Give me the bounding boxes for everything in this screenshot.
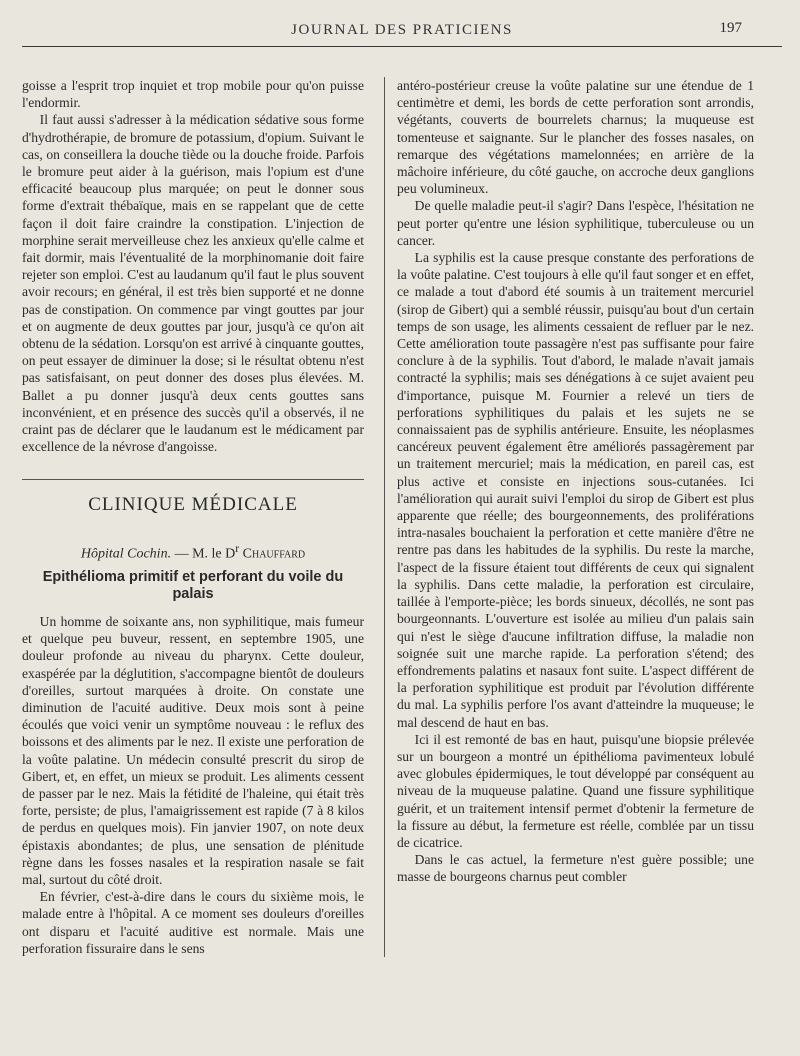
paragraph: Un homme de soixante ans, non syphilitique, mais fumeur et quelque peu buveur, ressent, en septembre 1905, une douleur profonde au niveau du pharynx. Cette douleur, exaspérée par la déglutition, s'accompagne bientôt de douleurs d'oreilles, surtout marquées à droite. On constate une diminution de l'acuité auditive. Deux mois sont à peine écoulés que voici venir un symptôme nouveau : le reflux des boissons et des aliments par le nez. Il existe une perforation de la voûte palatine. Un médecin consulté prescrit du sirop de Gibert, et, en effet, un mieux se produit. Les aliments cessent de passer par le nez. Mais la fétidité de l'haleine, qui était très forte, persiste; de plus, l'amaigrissement est rapide (7 à 8 kilos de perdus en quelques mois). Fin janvier 1907, on note deux épistaxis abondantes; de plus, une sensation de plénitude règne dans les fosses nasales et la respiration nasale se fait mal, surtout du côté droit.: [22, 613, 364, 887]
paragraph: De quelle maladie peut-il s'agir? Dans l'espèce, l'hésitation ne peut porter qu'entre une lésion syphilitique, tuberculeuse ou un cancer.: [397, 198, 754, 248]
doctor-abbrev-sup: r: [235, 541, 240, 555]
running-title: JOURNAL DES PRATICIENS: [291, 22, 513, 38]
paragraph: Il faut aussi s'adresser à la médication sédative sous forme d'hydrothérapie, de bromure de potassium, d'opium. Suivant le cas, on conseillera la douche tiède ou la douche froide. Parfois le bromure peut aider à la guérison, mais l'opium est d'une efficacité beaucoup plus marquée; on peut le donner sous forme d'extrait thébaïque, mais en se rappelant que de cette façon il doit faire craindre la constipation. L'injection de morphine serait merveilleuse chez les anxieux qu'elle calme et fait dormir, mais l'éventualité de la morphinomanie doit faire rejeter son emploi. C'est au laudanum qu'il faut le plus souvent avoir recours; en général, il est très bien supporté et ne donne pas de constipation. On commence par vingt gouttes par jour et on augmente de deux gouttes par jour, jusqu'à ce qu'on ait obtenu de la sédation. Lorsqu'on est arrivé à cinquante gouttes, on peut essayer de diminuer la dose; si le résultat obtenu n'est pas satisfaisant, on peut donner des doses plus élevées. M. Ballet a pu donner jusqu'à deux cents gouttes sans inconvénient, et en présence des succès qu'il a observés, il ne craint pas de déclarer que le laudanum est le médicament par excellence de la névrose d'angoisse.: [22, 112, 364, 455]
paragraph: Dans le cas actuel, la fermeture n'est guère possible; une masse de bourgeons charnus peut combler: [397, 852, 754, 885]
hospital-separator: — M. le D: [171, 546, 236, 562]
paragraph: Ici il est remonté de bas en haut, puisqu'une biopsie prélevée sur un bourgeon a montré un épithélioma pavimenteux lobulé avec globules épidermiques, le tout développé par conséquent au niveau de la muqueuse palatine. Quand une fissure syphilitique guérit, et un traitement intensif permet d'obtenir la fermeture de la fissure au début, la fermeture est réelle, comblée par un tissu de cicatrice.: [397, 731, 754, 850]
doctor-name: Chauffard: [239, 546, 306, 562]
section-title: CLINIQUE MÉDICALE: [22, 479, 364, 513]
paragraph: La syphilis est la cause presque constante des perforations de la voûte palatine. C'est toujours à elle qu'il faut songer et en effet, ce malade a tout d'abord été soumis à un traitement mercuriel (sirop de Gibert) qui a semblé réussir, puisqu'au bout d'un certain temps de son usage, les aliments cessaient de refluer par le nez. Cette amélioration toute passagère n'est pas suffisante pour faire conclure à de la syphilis. Tout d'abord, le malade n'avait jamais contracté la syphilis; mais ses dénégations à ce sujet avaient peu d'importance, puisque M. Fournier a relevé un tiers de perforations syphilitiques du palais et les sujets ne se connaissaient pas de syphilis antérieure. Ensuite, les néoplasmes cancéreux peuvent également être améliorés passagèrement par un traitement mercuriel; mais la médication, en pareil cas, est plus active et consiste en injections sous-cutanées. Ici l'amélioration qui aurait suivi l'emploi du sirop de Gibert est plus apparente que réelle; des bourgeonnements, des proliférations intra-nasales bouchaient la perforation et cette manière d'être ne rentre pas dans les habitudes de la syphilis. Du reste la marche, l'aspect de la fissure étaient tout différents de ceux qui signalent la syphilis. Dans cette maladie, la perforation est circulaire, taillée à l'emporte-pièce; les bords sinueux, décollés, ne sont pas bourgeonnants. L'ouverture est isolée au milieu d'un palais sain qui n'est le siège d'aucune infiltration diffuse, la maladie non soignée suit une marche rapide. La perforation s'étend; des effondrements palatins et nasaux font suite. L'aspect différent de la perforation syphilitique est produit par l'évolution différente du mal. La syphilis perfore l'os avant d'atteindre la muqueuse; le mal descend de haut en bas.: [397, 250, 754, 730]
hospital-name: Hôpital Cochin.: [80, 546, 172, 562]
article-title: Epithélioma primitif et perforant du voile du palais: [42, 568, 344, 602]
page-number: 197: [719, 20, 742, 36]
paragraph: antéro-postérieur creuse la voûte palatine sur une étendue de 1 centimètre et demi, les bords de cette perforation sont arrondis, végétants, couverts de bourrelets charnus; la muqueuse est tomenteuse et saignante. Sur le plancher des fosses nasales, on remarque des végétations mamelonnées; en arrière de la mâchoire inférieure, du côté gauche, on accroche deux ganglions peu volumineux.: [397, 78, 754, 197]
right-column: [384, 77, 754, 957]
left-column: [22, 77, 370, 957]
two-column-body: [22, 77, 782, 957]
page-header: [22, 16, 782, 47]
hospital-line: [22, 540, 364, 563]
paragraph: En février, c'est-à-dire dans le cours du sixième mois, le malade entre à l'hôpital. A ce moment ses douleurs d'oreilles ont disparu et l'acuité auditive est normale. Mais une perforation fissuraire dans le sens: [22, 889, 364, 956]
paragraph: goisse a l'esprit trop inquiet et trop mobile pour qu'on puisse l'endormir.: [22, 78, 364, 111]
